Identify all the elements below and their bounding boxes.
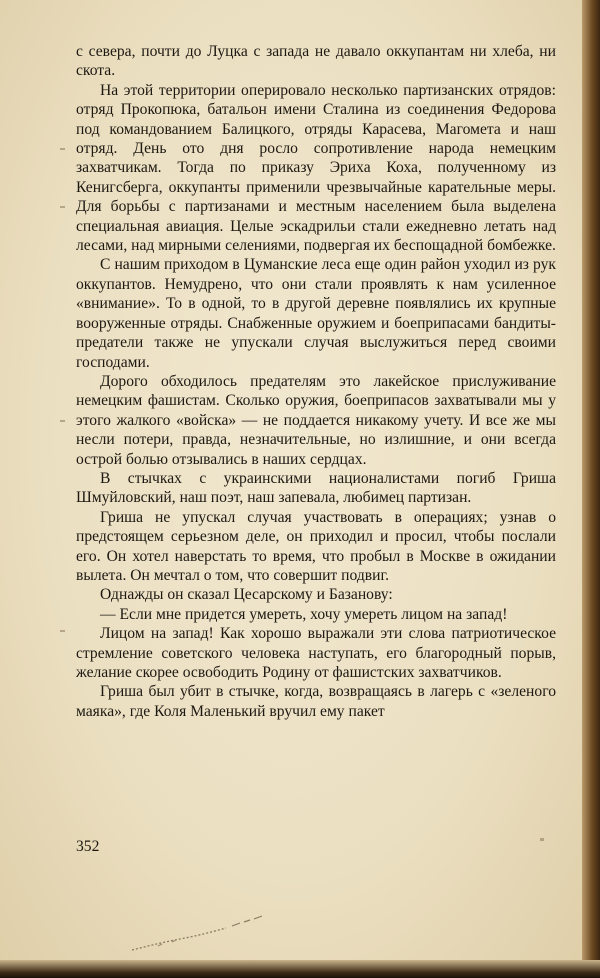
margin-mark — [60, 148, 65, 150]
margin-mark — [60, 420, 65, 422]
paragraph-3: С нашим приходом в Цуманские леса еще один район уходил из рук оккупантов. Немудрено, что они стали проявлять к нам усиленное «внимание». То в одной, то в другой деревне появлялись их крупные вооруженные отряды. Снабженные оружием и боеприпасами бандиты-предатели также не упускали случая выслужиться перед своими господами. — [76, 256, 556, 371]
paragraph-2: На этой территории оперировало несколько партизанских отрядов: отряд Прокопюка, батальон имени Сталина из соединения Федорова под командованием Балицкого, отряды Карасева, Магомета и наш отряд. День ото дня росло сопротивление народа немецким захватчикам. Тогда по приказу Эриха Коха, полученному из Кенигсберга, оккупанты применили чрезвычайные карательные меры. Для борьбы с партизанами и местным населением была выделена специальная авиация. Целые эскадрильи стали ежедневно летать над лесами, над мирными селениями, подвергая их беспощадной бомбежке. — [76, 81, 556, 255]
margin-mark — [60, 630, 65, 632]
paragraph-9: Лицом на запад! Как хорошо выражали эти слова патриотическое стремление советского человека наступать, его благородный порыв, желание скорее освободить Родину от фашистских захватчиков. — [76, 625, 556, 681]
book-spine — [582, 0, 600, 978]
paragraph-7: Однажды он сказал Цесарскому и Базанову: — [100, 586, 393, 604]
paragraph-4: Дорого обходилось предателям это лакейское прислуживание немецким фашистам. Сколько оружия, боеприпасов захватывали мы у этого жалкого «войска» — не поддается никакому учету. И все же мы несли потери, правда, незначительные, но излишние, и они всегда острой болью отзывались в наших сердцах. — [76, 372, 556, 468]
paragraph-5: В стычках с украинскими националистами погиб Гриша Шмуйловский, наш поэт, наш запевала, любимец партизан. — [76, 469, 556, 507]
paragraph-6: Гриша не упускал случая участвовать в операциях; узнав о предстоящем серьезном деле, он приходил и просил, чтобы послали его. Он хотел наверстать то время, что пробыл в Москве в ожидании вылета. Он мечтал о том, что совершит подвиг. — [76, 508, 556, 584]
paragraph-10: Гриша был убит в стычке, когда, возвращаясь в лагерь с «зеленого маяка», где Коля Маленький вручил ему пакет — [76, 683, 556, 720]
margin-mark — [60, 206, 65, 208]
paragraph-8: — Если мне придется умереть, хочу умереть лицом на запад! — [100, 605, 508, 623]
page-bottom-edge — [0, 960, 600, 978]
page-number: 352 — [76, 838, 100, 855]
paragraph-1: с севера, почти до Луцка с запада не давало оккупантам ни хлеба, ни скота. — [76, 43, 556, 80]
pencil-scribble-icon — [128, 912, 278, 956]
margin-mark — [540, 838, 544, 841]
body-text — [76, 42, 556, 721]
